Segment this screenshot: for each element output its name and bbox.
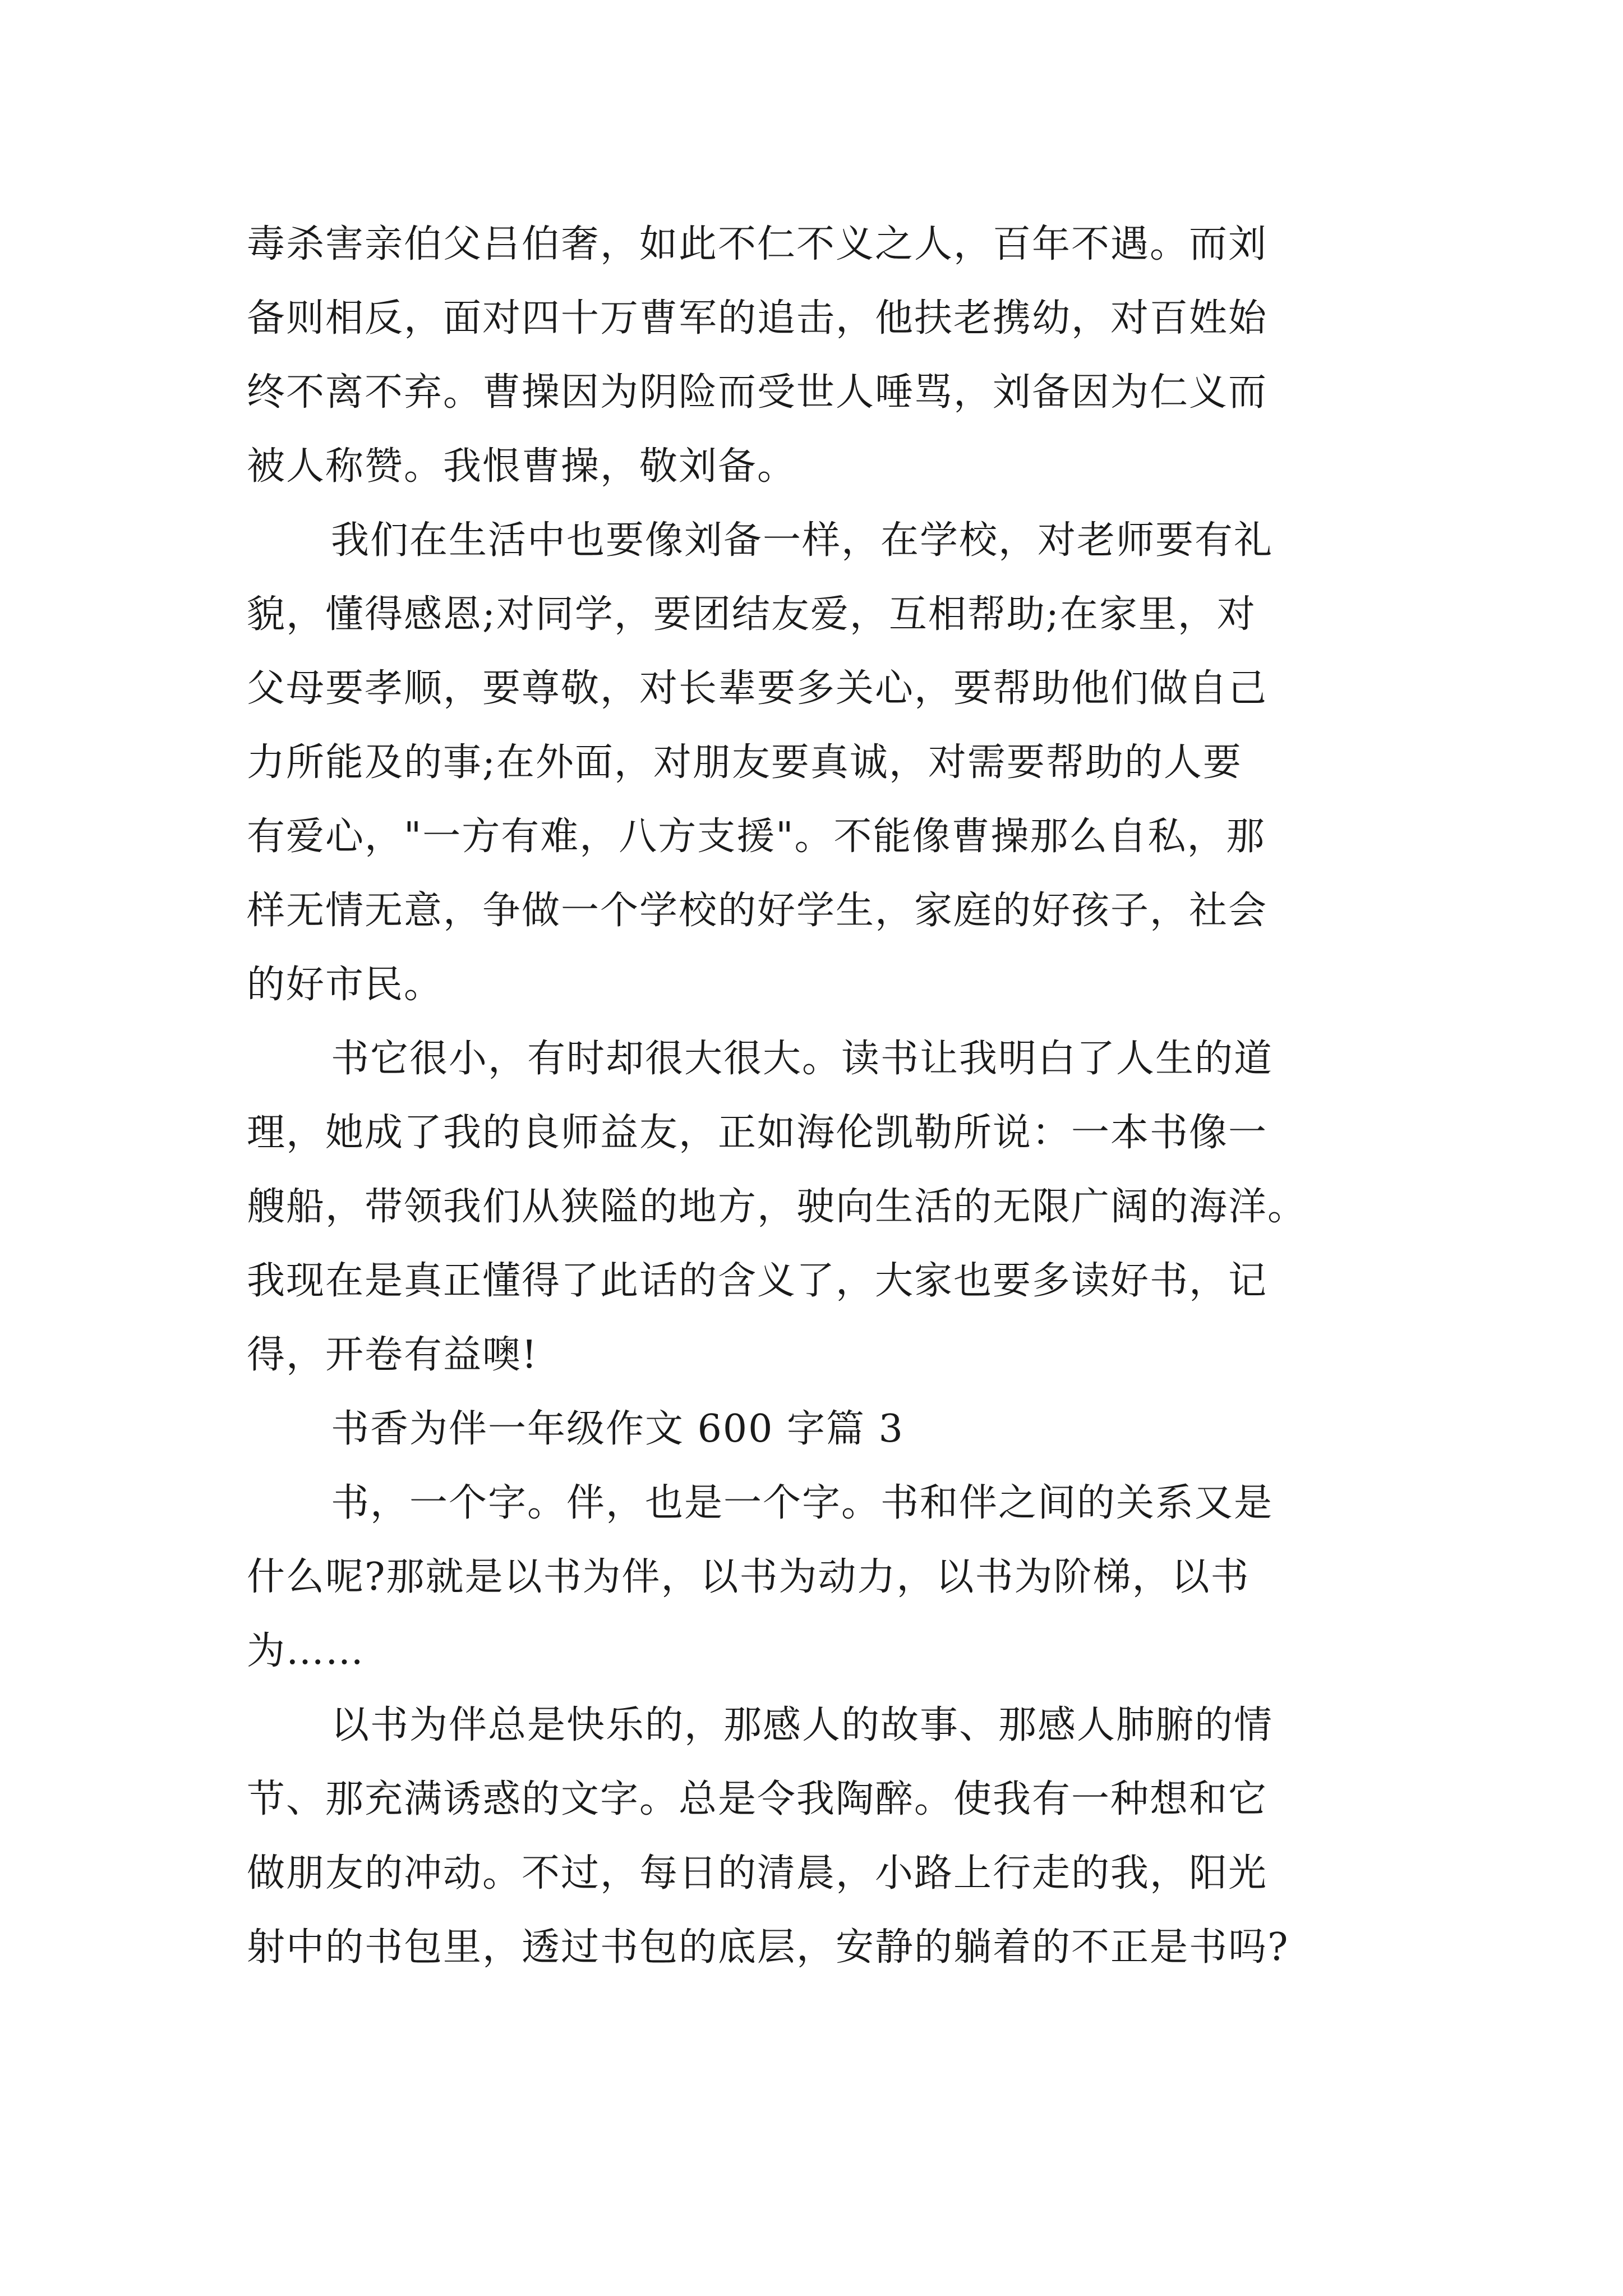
text-line: 射中的书包里，透过书包的底层，安静的躺着的不正是书吗? xyxy=(247,1925,1289,1970)
paragraph-first-line: 以书为伴总是快乐的，那感人的故事、那感人肺腑的情 xyxy=(331,1703,1274,1747)
text-line: 我现在是真正懂得了此话的含义了，大家也要多读好书，记 xyxy=(247,1259,1268,1303)
paragraph-first-line: 书它很小，有时却很大很大。读书让我明白了人生的道 xyxy=(331,1037,1274,1081)
text-line: 备则相反，面对四十万曹军的追击，他扶老携幼，对百姓始 xyxy=(247,296,1268,341)
text-line: 得，开卷有益噢! xyxy=(247,1333,538,1377)
text-line: 为…… xyxy=(247,1629,365,1673)
text-line: 有爱心，"一方有难，八方支援"。不能像曹操那么自私，那 xyxy=(247,815,1266,859)
text-line: 的好市民。 xyxy=(247,963,444,1007)
text-line: 被人称赞。我恨曹操，敬刘备。 xyxy=(247,444,797,489)
paragraph-first-line: 书香为伴一年级作文 600 字篇 3 xyxy=(331,1407,904,1451)
text-line: 节、那充满诱惑的文字。总是令我陶醉。使我有一种想和它 xyxy=(247,1777,1268,1821)
paragraph-first-line: 书，一个字。伴，也是一个字。书和伴之间的关系又是 xyxy=(331,1481,1274,1525)
text-line: 毒杀害亲伯父吕伯奢，如此不仁不义之人，百年不遇。而刘 xyxy=(247,222,1268,266)
text-line: 力所能及的事;在外面，对朋友要真诚，对需要帮助的人要 xyxy=(247,740,1242,785)
text-line: 艘船，带领我们从狭隘的地方，驶向生活的无限广阔的海洋。 xyxy=(247,1185,1307,1229)
document-body xyxy=(247,208,1391,1985)
text-line: 样无情无意，争做一个学校的好学生，家庭的好孩子，社会 xyxy=(247,889,1268,933)
text-line: 父母要孝顺，要尊敬，对长辈要多关心，要帮助他们做自己 xyxy=(247,666,1268,711)
text-line: 终不离不弃。曹操因为阴险而受世人唾骂，刘备因为仁义而 xyxy=(247,370,1268,415)
text-line: 貌，懂得感恩;对同学，要团结友爱，互相帮助;在家里，对 xyxy=(247,592,1256,637)
paragraph-first-line: 我们在生活中也要像刘备一样，在学校，对老师要有礼 xyxy=(331,518,1274,563)
text-line: 什么呢?那就是以书为伴，以书为动力，以书为阶梯，以书 xyxy=(247,1555,1250,1599)
text-line: 理，她成了我的良师益友，正如海伦凯勒所说：一本书像一 xyxy=(247,1111,1268,1155)
text-line: 做朋友的冲动。不过，每日的清晨，小路上行走的我，阳光 xyxy=(247,1851,1268,1895)
